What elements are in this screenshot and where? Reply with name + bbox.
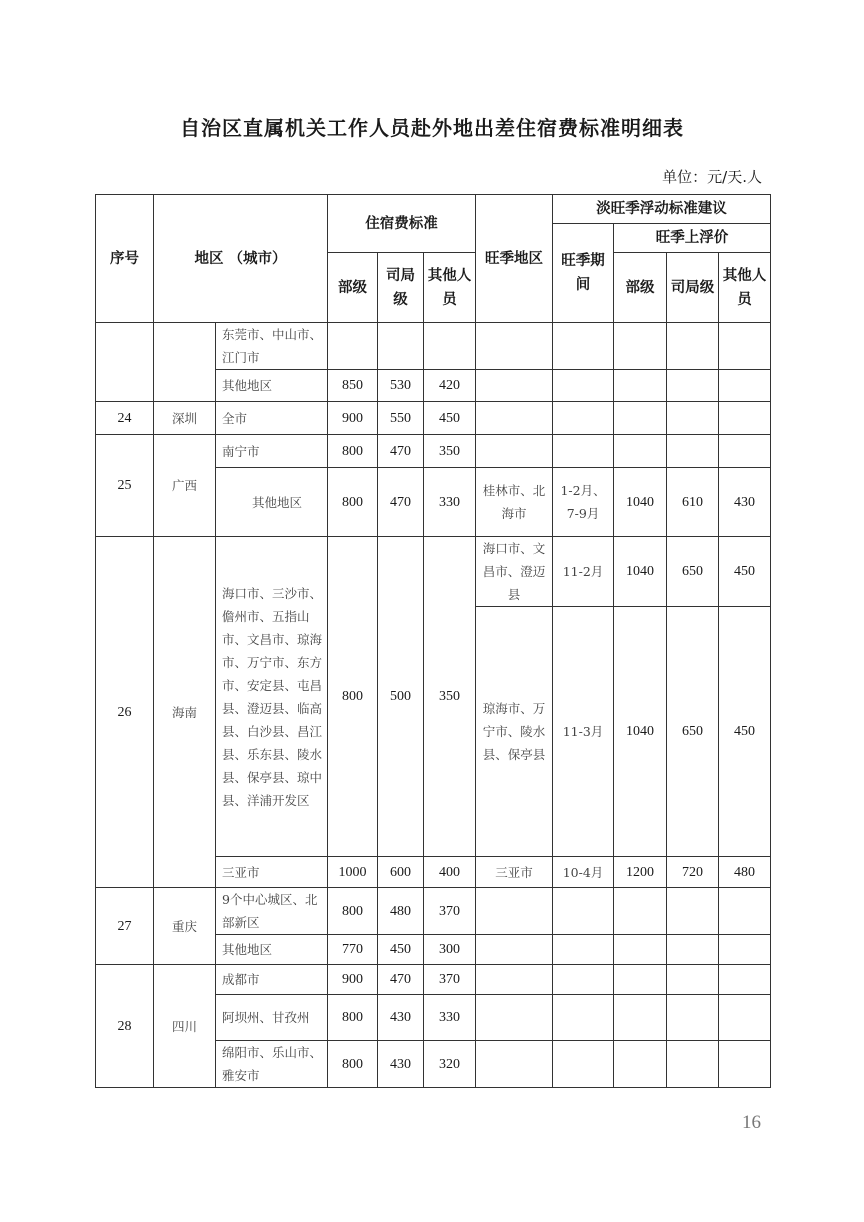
- table-row: 其他地区 800 470 330 桂林市、北海市 1-2月、7-9月 1040 610 430: [96, 468, 771, 537]
- table-row: 28 四川 成都市 900 470 370: [96, 965, 771, 995]
- table-row: 26 海南 海口市、三沙市、儋州市、五指山市、文昌市、琼海市、万宁市、东方市、安定县、屯昌县、澄迈县、临高县、白沙县、昌江县、乐东县、陵水县、保亭县、琼中县、洋浦开发区 800 500 350 海口市、文昌市、澄迈县 11-2月 1040 650 450: [96, 537, 771, 607]
- region-cell: 深圳: [154, 402, 216, 435]
- seq-cell: [96, 323, 154, 402]
- area-cell: 9个中心城区、北部新区: [216, 888, 328, 935]
- header-peak-bureau: 司局级: [667, 253, 719, 323]
- area-cell: 东莞市、中山市、江门市: [216, 323, 328, 370]
- header-other: 其他人员: [424, 253, 476, 323]
- header-bureau: 司局级: [378, 253, 424, 323]
- seq-cell: 25: [96, 435, 154, 537]
- peak-region-cell: 三亚市: [476, 857, 553, 888]
- table-row: 其他地区 850 530 420: [96, 370, 771, 402]
- seq-cell: 28: [96, 965, 154, 1088]
- table-row: 其他地区 770 450 300: [96, 935, 771, 965]
- table-row: [96, 323, 771, 370]
- header-peak-other: 其他人员: [719, 253, 771, 323]
- area-cell: 全市: [216, 402, 328, 435]
- peak-region-cell: 桂林市、北海市: [476, 468, 553, 537]
- header-peak-up: 旺季上浮价: [614, 224, 771, 253]
- page-title: 自治区直属机关工作人员赴外地出差住宿费标准明细表: [180, 116, 684, 140]
- area-cell: 阿坝州、甘孜州: [216, 995, 328, 1041]
- area-cell: 海口市、三沙市、儋州市、五指山市、文昌市、琼海市、万宁市、东方市、安定县、屯昌县、澄迈县、临高县、白沙县、昌江县、乐东县、陵水县、保亭县、琼中县、洋浦开发区: [216, 537, 328, 857]
- table-row: 三亚市 1000 600 400 三亚市 10-4月 1200 720 480: [96, 857, 771, 888]
- table-row: 27 重庆 9个中心城区、北部新区 800 480 370: [96, 888, 771, 935]
- peak-period-cell: 11-2月: [553, 537, 614, 607]
- header-float: 淡旺季浮动标准建议: [553, 195, 771, 224]
- header-peak-period: 旺季期间: [553, 224, 614, 323]
- unit-label: 单位：元/天.人: [662, 168, 762, 186]
- peak-region-cell: 海口市、文昌市、澄迈县: [476, 537, 553, 607]
- region-cell: 四川: [154, 965, 216, 1088]
- table-row: 琼海市、万宁市、陵水县、保亭县 11-3月 1040 650 450: [96, 607, 771, 857]
- table-row: 阿坝州、甘孜州 800 430 330: [96, 995, 771, 1041]
- header-region: 地区 （城市）: [154, 195, 328, 323]
- header-seq: 序号: [96, 195, 154, 323]
- table-row: 24 深圳 全市 900 550 450: [96, 402, 771, 435]
- area-cell: 三亚市: [216, 857, 328, 888]
- peak-region-cell: 琼海市、万宁市、陵水县、保亭县: [476, 607, 553, 857]
- seq-cell: 26: [96, 537, 154, 888]
- region-cell: 海南: [154, 537, 216, 888]
- area-cell: 其他地区: [216, 935, 328, 965]
- area-cell: 南宁市: [216, 435, 328, 468]
- header-lodging: 住宿费标准: [328, 195, 476, 253]
- region-cell: 重庆: [154, 888, 216, 965]
- area-cell: 其他地区: [216, 468, 328, 537]
- page-number: 16: [742, 1112, 761, 1133]
- peak-period-cell: 1-2月、7-9月: [553, 468, 614, 537]
- header-dept: 部级: [328, 253, 378, 323]
- header-peak-region: 旺季地区: [476, 195, 553, 323]
- table-row: 绵阳市、乐山市、雅安市 800 430 320: [96, 1041, 771, 1088]
- area-cell: 成都市: [216, 965, 328, 995]
- area-cell: 其他地区: [216, 370, 328, 402]
- peak-period-cell: 11-3月: [553, 607, 614, 857]
- table-row: 25 广西 南宁市 800 470 350: [96, 435, 771, 468]
- area-cell: 绵阳市、乐山市、雅安市: [216, 1041, 328, 1088]
- seq-cell: 27: [96, 888, 154, 965]
- seq-cell: 24: [96, 402, 154, 435]
- region-cell: 广西: [154, 435, 216, 537]
- region-cell: [154, 323, 216, 402]
- peak-period-cell: 10-4月: [553, 857, 614, 888]
- header-peak-dept: 部级: [614, 253, 667, 323]
- lodging-standard-table: [95, 194, 771, 1088]
